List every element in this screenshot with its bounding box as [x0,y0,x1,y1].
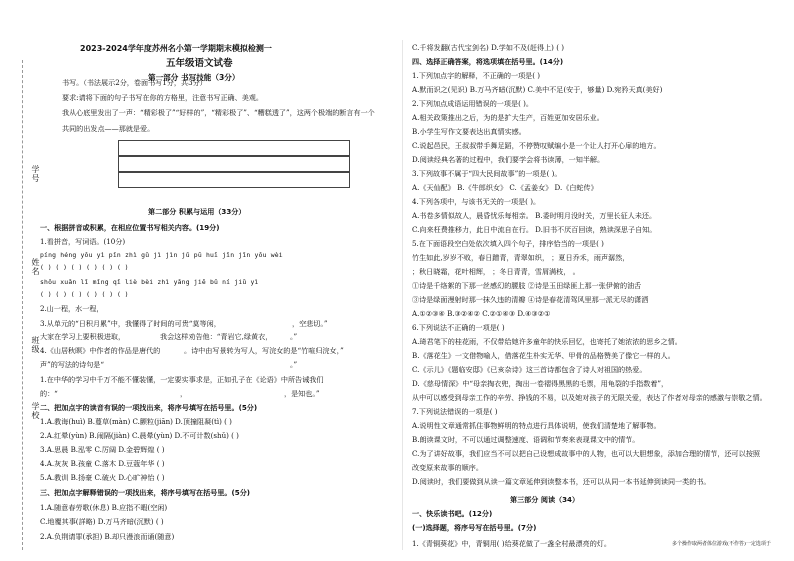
exam-title: 2023-2024学年度苏州名小第一学期期末模拟检测一 [80,44,272,53]
right-line: B.《落花生》一文借物喻人，借落花生朴实无华、甲骨的品格赞美了像它一样的人。 [412,351,675,360]
right-line: D.阅读经典名著的过程中，我们要学会将书读薄，一知半解。 [412,155,605,164]
right-line: B.朗读课文时，不可以通过调整速度、语调和节奏来表现课文中的情节。 [412,435,640,444]
right-line: D.《慈母情深》中“母亲掏衣兜，掏出一卷褶得黑黑的毛票，用龟裂的手指数着”， [412,379,669,388]
right-line: 2.下列加点成语运用错误的一项是( )。 [412,99,533,108]
left-line: 第二部分 积累与运用（33分） [148,207,246,216]
left-line: 我会这样劝告他：“青岩它,绿黄衣， [160,332,273,341]
writing-box-row-2[interactable] [118,156,350,172]
left-line: ( ) ( ) ( ) ( ) ( ) ( ) [40,290,129,298]
part1-heading: 第一部分 书写技能（3分） [148,73,240,82]
right-line: 竹生如此,岁岁不败，春日蹭青，青翠如织， ；夏日乔禾，雨声潺然， [412,253,630,262]
right-line: B.小学生写作文要表达出真情实感。 [412,127,526,136]
left-line: píng héng yǒu yì pǐn zhì gǔ jì jìn jǔ pū huī jǐn jǐn yǒu wèi [40,251,283,259]
right-line: 7.下列说法错误的一项是( ) [412,407,498,416]
left-line: 1.看拼音，写词语。(10分) [40,237,126,246]
left-line: 。” [290,332,298,341]
right-line: A.《天仙配》 B.《牛郎织女》 C.《孟姜女》 D.《白蛇传》 [412,183,598,192]
right-line: C.为了讲好故事，我们应当不可以把自己设想成故事中的人物，也可以大胆想象，添加合理的情节，还可以按照 [412,449,760,458]
writing-box-row-3[interactable] [118,172,350,188]
right-line: 4.下列各项中，与该书无关的一项是( )。 [412,197,541,206]
left-line: 我从心底里发出了一声：“精彩极了”“好样的”，“精彩极了”、“糟糕透了”，这两个极端的断言有一个 [62,108,375,117]
right-line: A.书卷多情似故人，晨昏忧乐每相亲。 B.委时明月没时关，万里长征人未还。 [412,211,657,220]
left-line: 二、把加点字的读音有误的一项找出来，将序号填写在括号里。(5分) [40,403,258,412]
right-line: 1.《青铜葵花》中，青铜用( )给葵花做了一盏全村最漂亮的灯。 [412,539,611,548]
right-line: 3.下列故事不属于“四大民间故事”的一项是( )。 [412,169,562,178]
right-line: 6.下列说法不正确的一项是( ) [412,323,505,332]
left-line: 2.山一程，水一程， [40,304,104,313]
left-line: 一、根据拼音或积累，在相应位置书写相关内容。(19分) [40,223,220,232]
right-line: 多个操作取两者体位游戏(不作答)一定选项于 [672,541,771,547]
right-line: C.说起邑民，王叔叔带手舞足蹈，不停赞叹赋编小是一个让人打开心扉的地方。 [412,141,661,150]
left-line: ( ) ( ) ( ) ( ) ( ) ( ) [40,263,129,271]
right-line: D.阅读时，我们要做到从读一篇文章延伸到读整本书，还可以从同一本书延伸到读同一类的书。 [412,477,711,486]
left-line: 的：“ [40,389,58,398]
right-line: A.相关政策推出之后，为的是扩大生产，百姓更加安居乐业。 [412,113,604,122]
left-line: 共同的出发点——那就是爱。 [62,124,155,133]
right-line: 5.在下面语段空白处依次填入四个句子，排序恰当的一项是( ) [412,239,604,248]
left-line: 1.在中华的学习中千万不能不懂装懂，一定要实事求是，正如孔子在《论语》中所告诫我们 [40,375,324,384]
right-line: A.默而识之(见识) B.万马齐暗(沉默) C.美中不足(安于，够量) D.宛矜天真(美好) [412,85,663,94]
margin-label-number: 学号 [31,165,40,183]
left-line: 。” [290,360,298,369]
right-line: A.琦君笔下的桂花雨，不仅带给她许多童年的快乐回忆，也寄托了她浓浓的思乡之情。 [412,337,682,346]
right-line: C.向来枉费推移力，此日中流自在行。 D.旧书不厌百回读，熟读深思子自知。 [412,225,657,234]
right-line: A.①②③④ B.③②④② C.②①④③ D.④③②① [412,309,551,318]
left-line: C.地覆其事(詳略) D.万马齐暗(沉默) ( ) [40,517,164,526]
left-line: ， [180,389,188,398]
left-line: 3.A.思晨 B.泓零 C.厉阔 D.金碧辉煌 ( ) [40,445,165,454]
left-line: 要求:请将下面的句子书写在你的方格里，注意书写正确、美观。 [62,93,264,102]
margin-label-name: 姓名 [31,258,40,276]
right-line: ③诗是绿面漫射时那一抹久违的清瓣 ④诗是春花清驾风里那一派无尽的潇洒 [412,295,649,304]
right-line: 四、选择正确答案，将选项填在括号里。(14分) [412,57,564,66]
left-line: ，是知也。” [284,389,320,398]
margin-label-class: 班级 [31,336,40,354]
right-line: C.千将发翻(古代宝剑名) D.学如不及(赶得上) ( ) [412,43,564,52]
right-line: 改变原来故事的顺序。 [412,463,483,472]
left-line: 4.A.灰灰 B.孩童 C.落木 D.豆蔻年华 ( ) [40,459,165,468]
left-line: shǒu xuǎn lǐ mǐng qǐ liè bèi zhì yǎng jiē bǔ ní jiǔ yì [40,278,259,286]
right-line: 1.下列加点字的解释，不正确的一项是( ) [412,71,541,80]
binding-line [22,60,24,550]
right-line: 第三部分 阅读（34） [510,495,580,504]
left-line: ，空悲切。” [292,319,328,328]
right-line: 从中可以感受到母亲工作的辛劳、挣钱的不易，以及她对孩子的无限关爱，表达了作者对母亲的感激与崇敬之情。 [412,393,767,402]
left-line: 3.从单元的“日积月累”中，我懂得了时间的可贵“莫等闲， [40,319,221,328]
left-line: 。诗中由写景转为写人，写浣女的是“竹喧归浣女，” [184,346,344,355]
writing-box-row-1[interactable] [118,140,350,156]
right-line: ①诗是千络絮的下那一丝感幻的腰肢 ②诗是玉田绿匪上那一张伊俯的油舌 [412,281,642,290]
left-line: 2.A.红晕(yùn) B.闹隔(jiàn) C.晨晕(yùn) D.不可计数(shǔ) ( ) [40,431,239,440]
paper-subtitle: 五年级语文试卷 [166,58,233,69]
left-line: 2.A.负荆请罪(承担) B.却只漫浪而诵(随意) [40,532,175,541]
left-line: 5.A.教训 B.扬豪 C.破火 D.心旷神怡 ( ) [40,473,165,482]
left-line: 三、把加点字解释错误的一项找出来，将序号填写在括号里。(5分) [40,488,251,497]
left-line: 大家在学习上要积极进取， [40,332,126,341]
right-line: 一、快乐读书吧。(12分) [412,509,493,518]
left-line: 4.《山居秋暝》中作者的作品是唐代的 [40,346,161,355]
left-line: 声”的写法的诗句是“ [40,360,105,369]
column-divider [402,40,403,550]
left-line: 书写。（书法展示2分，卷面书写1分，共3分） [62,78,207,87]
left-line: 1.A.随意春劳歌(休息) B.应指不暇(空闲) [40,503,168,512]
right-line: ；秋日晓霜，花叶相辉， ；冬日青青，雪屑满枝， 。 [412,267,580,276]
right-line: C.《示儿》《题临安邸》《已亥杂诗》这三首诗都包含了诗人对祖国的热爱。 [412,365,647,374]
right-line: A.说明性文章通常抓住事物鲜明的特点进行具体说明，使我们清楚地了解事物。 [412,421,661,430]
margin-label-school: 学校 [31,402,40,420]
left-line: 1.A.教诲(huì) B.蔓草(màn) C.颤粒(jiān) D.顶撞阻凝(tì) ( ) [40,417,232,426]
right-line: (一)选择题，将序号写在括号里。(7分) [412,523,537,532]
